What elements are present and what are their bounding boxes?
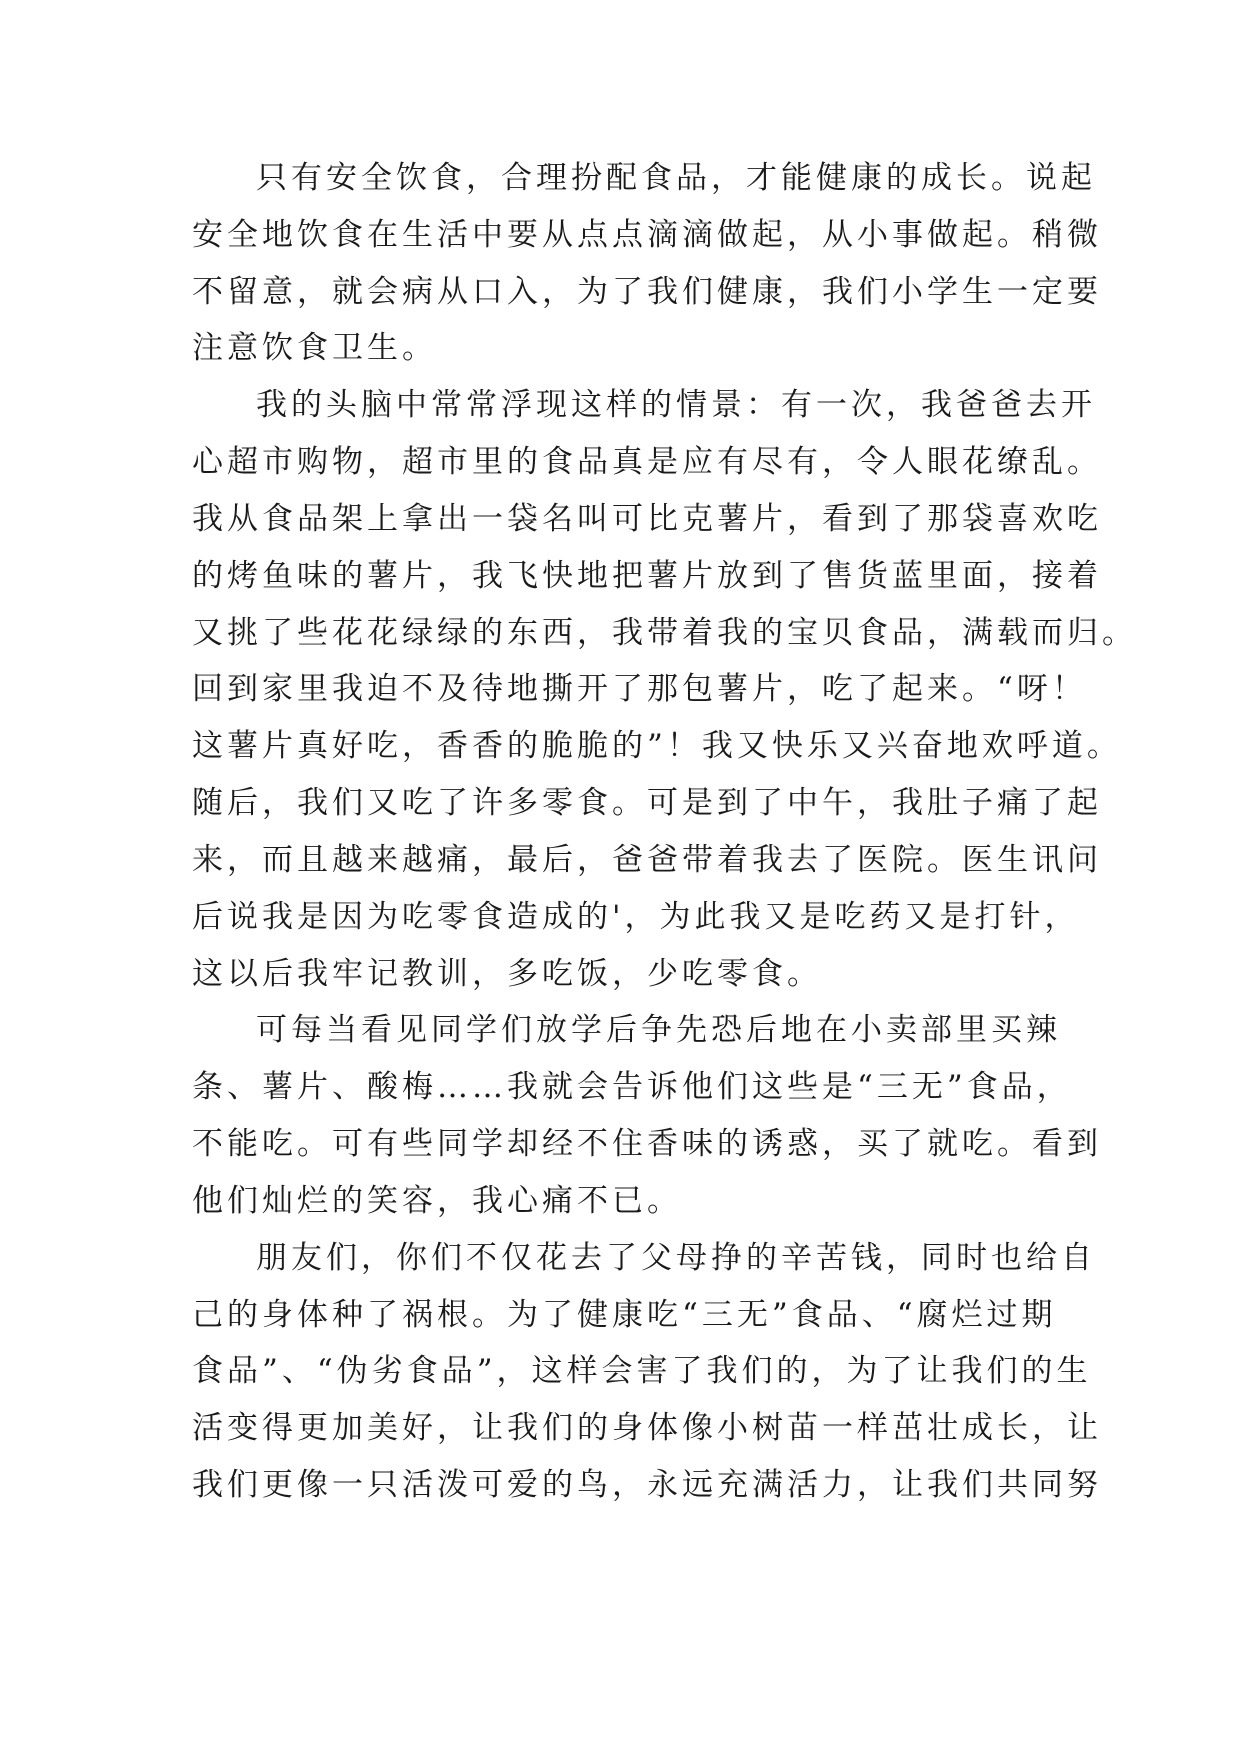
text-line: 这薯片真好吃，香香的脆脆的”！我又快乐又兴奋地欢呼道。 xyxy=(192,728,1122,764)
text-line: 我的头脑中常常浮现这样的情景：有一次，我爸爸去开 xyxy=(256,387,1096,423)
text-line: 后说我是因为吃零食造成的'，为此我又是吃药又是打针， xyxy=(192,899,1080,935)
text-line: 我从食品架上拿出一袋名叫可比克薯片，看到了那袋喜欢吃 xyxy=(192,501,1102,537)
text-line: 活变得更加美好，让我们的身体像小树苗一样茁壮成长，让 xyxy=(192,1410,1102,1446)
text-line: 食品”、“伪劣食品”，这样会害了我们的，为了让我们的生 xyxy=(192,1353,1092,1389)
text-line: 来，而且越来越痛，最后，爸爸带着我去了医院。医生讯问 xyxy=(192,842,1102,878)
text-line: 不能吃。可有些同学却经不住香味的诱惑，买了就吃。看到 xyxy=(192,1126,1102,1162)
text-line: 这以后我牢记教训，多吃饭，少吃零食。 xyxy=(192,956,822,992)
text-line: 安全地饮食在生活中要从点点滴滴做起，从小事做起。稍微 xyxy=(192,217,1102,253)
text-line: 他们灿烂的笑容，我心痛不已。 xyxy=(192,1183,682,1219)
text-line: 不留意，就会病从口入，为了我们健康，我们小学生一定要 xyxy=(192,274,1102,310)
text-line: 只有安全饮食，合理扮配食品，才能健康的成长。说起 xyxy=(256,160,1096,196)
text-line: 心超市购物，超市里的食品真是应有尽有，令人眼花缭乱。 xyxy=(192,444,1102,480)
text-line: 朋友们，你们不仅花去了父母挣的辛苦钱，同时也给自 xyxy=(256,1240,1096,1276)
text-line: 可每当看见同学们放学后争先恐后地在小卖部里买辣 xyxy=(256,1012,1061,1048)
text-line: 的烤鱼味的薯片，我飞快地把薯片放到了售货蓝里面，接着 xyxy=(192,558,1102,594)
text-line: 己的身体种了祸根。为了健康吃“三无”食品、“腐烂过期 xyxy=(192,1297,1057,1333)
text-line: 回到家里我迫不及待地撕开了那包薯片，吃了起来。“呀！ xyxy=(192,671,1087,707)
text-line: 条、薯片、酸梅……我就会告诉他们这些是“三无”食品， xyxy=(192,1069,1072,1105)
text-line: 随后，我们又吃了许多零食。可是到了中午，我肚子痛了起 xyxy=(192,785,1102,821)
text-line: 我们更像一只活泼可爱的鸟，永远充满活力，让我们共同努 xyxy=(192,1467,1102,1503)
text-line: 又挑了些花花绿绿的东西，我带着我的宝贝食品，满载而归。 xyxy=(192,615,1137,651)
text-line: 注意饮食卫生。 xyxy=(192,330,437,366)
